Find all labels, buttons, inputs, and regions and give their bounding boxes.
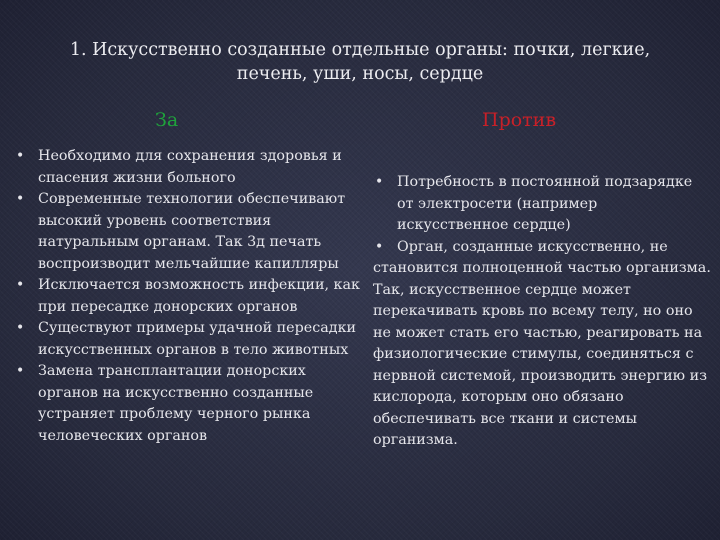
- pro-argument-text: Существуют примеры удачной пересадки искусственных органов в тело животных: [38, 320, 357, 358]
- con-argument-item: [373, 172, 713, 237]
- con-argument-item: [373, 237, 713, 259]
- pro-argument-text: Замена трансплантации донорских органов на искусственно созданные устраняет проблему черного рынка человеческих органов: [38, 363, 314, 444]
- con-argument-text: Потребность в постоянной подзарядке от электросети (например искусственное сердце): [397, 174, 693, 233]
- slide-title-line-2: печень, уши, носы, сердце: [236, 64, 484, 84]
- pro-argument-item: [14, 318, 364, 361]
- bullet-icon: •: [375, 174, 384, 190]
- con-arguments-list: [373, 172, 713, 452]
- con-argument-continuation: становится полноценной частью организма. Так, искусственное сердце может перекачивать кровь по всему телу, но оно не может стать его частью, реагировать на физиологические стимулы, соединяться с нервной системой, производить энергию из кислорода, которым оно обязано обеспечивать все ткани и системы организма.: [373, 260, 711, 448]
- pro-argument-text: Необходимо для сохранения здоровья и спасения жизни больного: [38, 148, 342, 186]
- bullet-icon: •: [16, 277, 25, 293]
- bullet-icon: •: [16, 148, 25, 164]
- pro-argument-item: [14, 146, 364, 189]
- bullet-icon: •: [16, 363, 25, 379]
- pro-argument-item: [14, 361, 364, 447]
- pro-arguments-list: [14, 146, 364, 447]
- pro-argument-item: [14, 189, 364, 275]
- slide-title: [30, 38, 690, 86]
- pro-column-heading: За: [155, 109, 179, 131]
- bullet-icon: •: [16, 191, 25, 207]
- pro-argument-item: [14, 275, 364, 318]
- con-argument-text: Орган, созданные искусственно, не: [397, 238, 668, 255]
- bullet-icon: •: [16, 320, 25, 336]
- pro-argument-text: Современные технологии обеспечивают высокий уровень соответствия натуральным органам. Так 3д печать воспроизводит мельчайшие капилляры: [38, 191, 346, 272]
- pro-argument-text: Исключается возможность инфекции, как при пересадке донорских органов: [38, 277, 360, 315]
- bullet-icon: •: [375, 238, 384, 255]
- slide-title-line-1: 1. Искусственно созданные отдельные органы: почки, легкие,: [69, 40, 651, 60]
- con-column-heading: Против: [482, 109, 557, 131]
